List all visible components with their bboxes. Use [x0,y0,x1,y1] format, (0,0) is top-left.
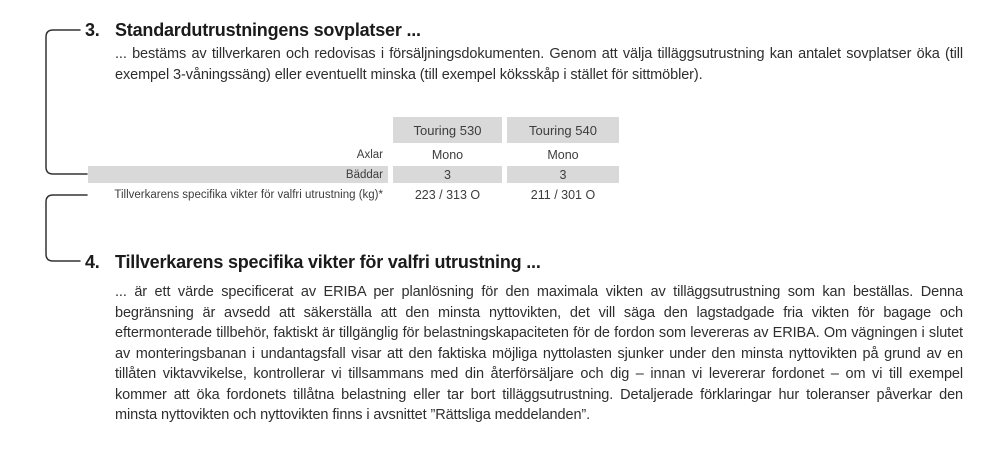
table-cell: 223 / 313 O [414,188,481,202]
model-comparison-table [88,117,619,204]
section-3-body: ... bestäms av tillverkaren och redovisas i försäljningsdokumenten. Genom att välja tilläggsutrustning kan antalet sovplatser öka (till exempel 3-våningssäng) eller eventuellt minska (till exempel köksskåp i stället för sittmöbler). [115,46,963,83]
table-column-header: Touring 530 [393,117,502,143]
table-row-label: Bäddar [88,166,388,183]
table-row-label: Tillverkarens specifika vikter för valfri utrustning (kg)* [114,189,383,201]
section-3-heading [85,19,955,41]
table-cell: 211 / 301 O [530,188,596,202]
section-4-body: ... är ett värde specificerat av ERIBA per planlösning för den maximala vikten av tilläggsutrustning som kan beställas. Denna begränsning är avsedd att säkerställa att den minsta nyttovikten, det vill säga den lagstadgade fria vikten för bagage och eftermonterade tillbehör, faktiskt är tillgänglig för belastningskapaciteten för de fordon som levereras av ERIBA. Om vägningen i slutet av monteringsbanan i undantagsfall visar att den faktiska möjliga nyttolasten sjunker under den minsta nyttovikten på grund av en tillåten viktavvikelse, kontrollerar vi tillsammans med din återförsäljare och dig – innan vi levererar fordonet – om vi till exempel kommer att öka fordonets tillåtna belastning eller tar bort tilläggsutrustning. Detaljerade förklaringar hur toleranser påverkar den minsta nyttovikten och nyttovikten finns i avsnittet ”Rättsliga meddelanden”. [115,284,963,423]
table-cell: Mono [547,147,579,162]
table-cell: 3 [507,166,619,183]
section-4-title: Tillverkarens specifika vikter för valfri utrustning ... [115,252,541,272]
bracket-section3-to-beds-row [46,30,87,174]
section-3-title: Standardutrustningens sovplatser ... [115,20,421,40]
table-cell: 3 [393,166,502,183]
section-4-heading [85,251,955,273]
table-corner-cell [88,117,388,143]
section-4-number: 4. [85,252,100,272]
bracket-weights-row-to-section4 [46,195,87,261]
table-cell: Mono [431,147,464,162]
table-column-header: Touring 540 [507,117,619,143]
table-row-label: Axlar [356,148,383,161]
section-3-number: 3. [85,20,100,40]
